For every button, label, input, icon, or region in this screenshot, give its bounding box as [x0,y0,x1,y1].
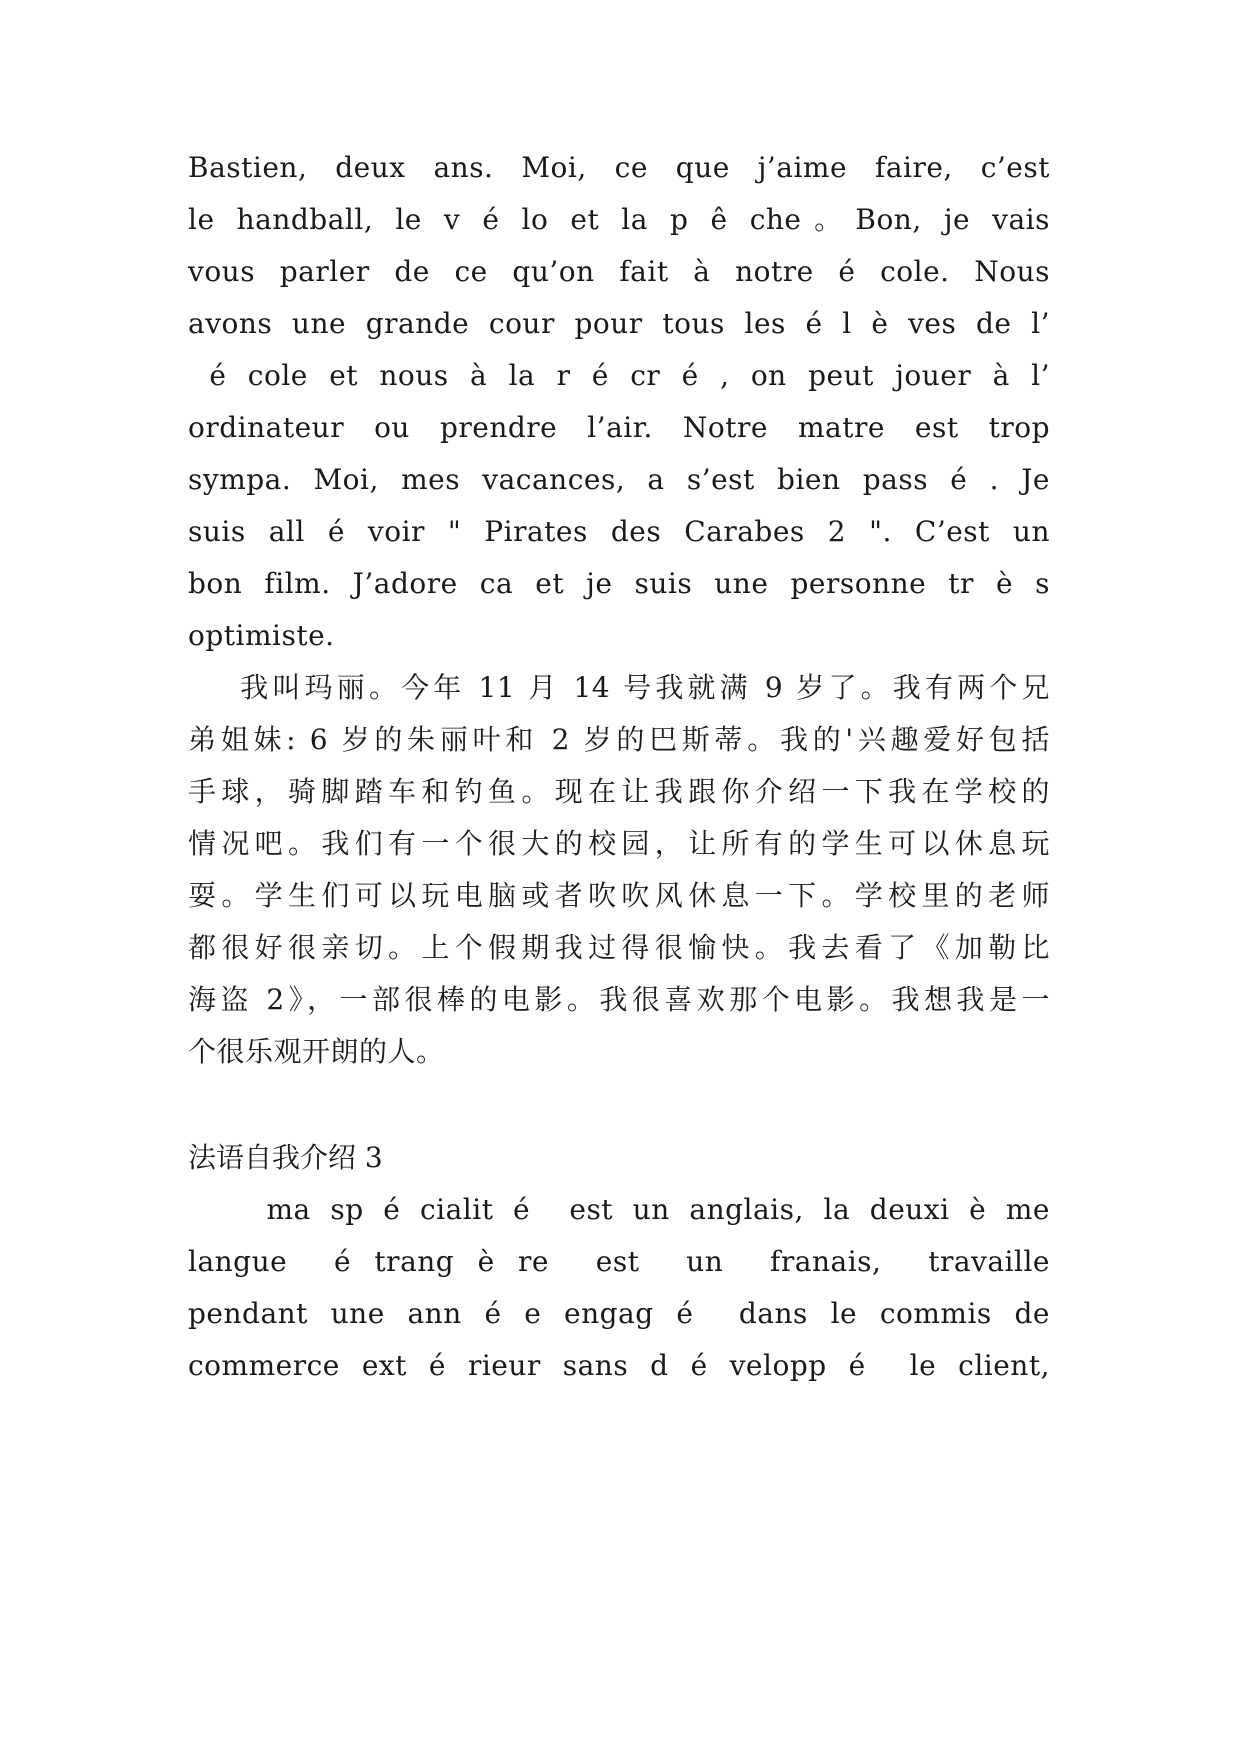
text-line: vous parler de ce qu’on fait à notre é cole. Nous [188,255,1050,288]
text-line: avons une grande cour pour tous les é l è ves de l’ [188,307,1050,340]
text-line: commerce ext é rieur sans d é velopp é le client, [188,1349,1050,1382]
text-line: ma sp é cialit é est un anglais, la deuxi è me [188,1193,1050,1226]
text-line: optimiste. [188,619,335,652]
text-line: 手球，骑脚踏车和钓鱼。现在让我跟你介绍一下我在学校的 [188,775,1050,808]
text-line: bon film. J’adore ca et je suis une personne tr è s [188,567,1050,600]
text-line: ordinateur ou prendre l’air. Notre matre est trop [188,411,1050,444]
text-line: 我叫玛丽。今年 11 月 14 号我就满 9 岁了。我有两个兄 [188,671,1050,704]
text-line: langue é trang è re est un franais, travaille [188,1245,1050,1278]
text-line: 耍。学生们可以玩电脑或者吹吹风休息一下。学校里的老师 [188,879,1050,912]
text-line: 个很乐观开朗的人。 [188,1035,445,1068]
text-line: é cole et nous à la r é cr é , on peut jouer à l’ [188,359,1050,392]
text-line: pendant une ann é e engag é dans le commis de [188,1297,1050,1330]
text-line: 弟姐妹: 6 岁的朱丽叶和 2 岁的巴斯蒂。我的'兴趣爱好包括 [188,723,1050,756]
text-line: 情况吧。我们有一个很大的校园，让所有的学生可以休息玩 [188,827,1050,860]
text-line: 都很好很亲切。上个假期我过得很愉快。我去看了《加勒比 [188,931,1050,964]
text-line: Bastien, deux ans. Moi, ce que j’aime faire, c’est [188,151,1050,184]
text-line: suis all é voir " Pirates des Carabes 2 ". C’est un [188,515,1050,548]
section-heading: 法语自我介绍 3 [188,1141,383,1174]
text-line: 海盗 2》，一部很棒的电影。我很喜欢那个电影。我想我是一 [188,983,1050,1016]
text-line: sympa. Moi, mes vacances, a s’est bien pass é . Je [188,463,1050,496]
text-line: le handball, le v é lo et la p ê che。Bon, je vais [188,203,1050,236]
